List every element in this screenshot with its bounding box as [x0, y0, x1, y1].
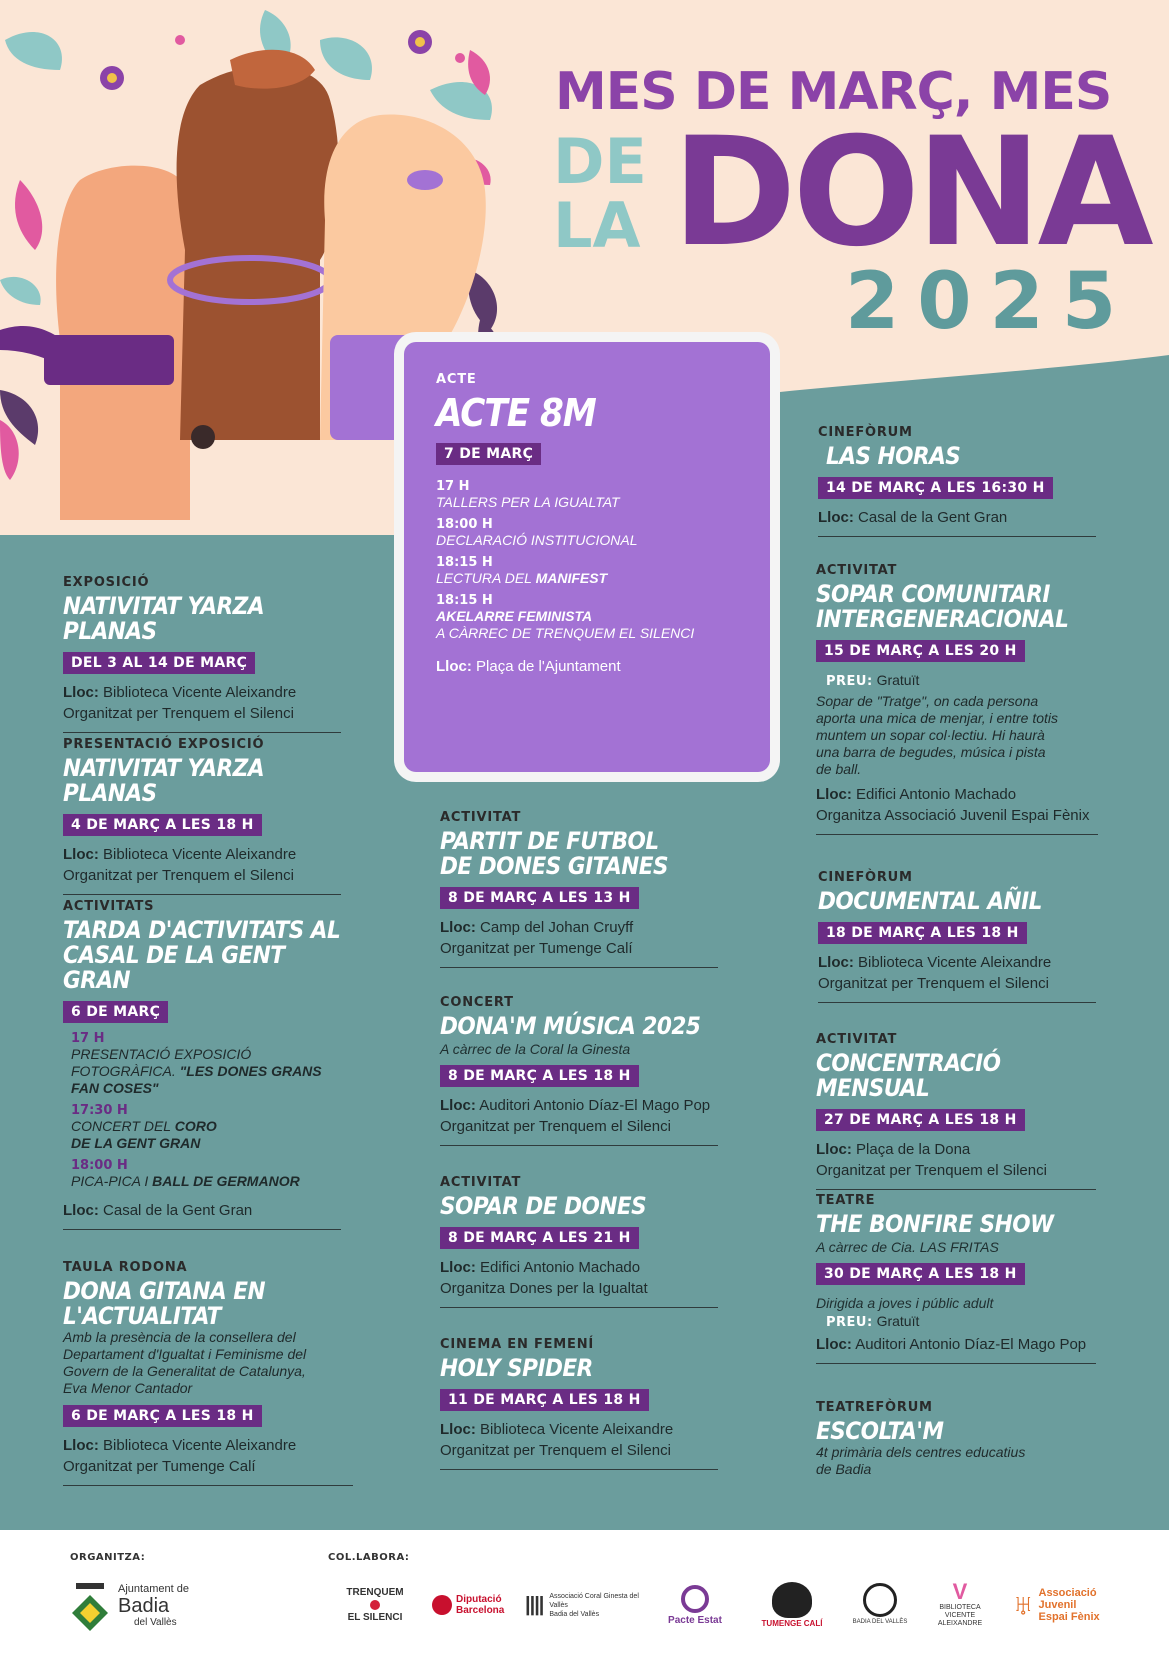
trenquem-logo: [340, 1580, 410, 1630]
lloc-value: Biblioteca Vicente Aleixandre: [103, 846, 297, 863]
acte-lloc-value: Plaça de l'Ajuntament: [476, 658, 621, 675]
event-desc: aporta una mica de menjar, i entre totis: [816, 710, 1059, 726]
pacte-line1: Pacte: [668, 1614, 695, 1626]
event-category: ACTIVITAT: [440, 810, 522, 825]
lloc-label: Lloc:: [440, 1097, 476, 1114]
separator: [440, 1469, 718, 1470]
lloc-value: Edifici Antonio Machado: [480, 1259, 641, 1276]
title-de: DE: [553, 125, 647, 198]
venus-symbol-icon: [863, 1583, 897, 1617]
event-price: [826, 672, 1098, 689]
lloc-label: Lloc:: [63, 1437, 99, 1454]
event-date: 8 DE MARÇ A LES 18 H: [440, 1065, 639, 1087]
event-subtitle: A càrrec de Cia. LAS FRITAS: [816, 1239, 999, 1255]
del-valles: del Vallès: [134, 1617, 177, 1628]
separator: [63, 1229, 341, 1230]
event-category: ACTIVITAT: [440, 1175, 522, 1190]
pacte-logo: [665, 1575, 725, 1635]
lloc-value: Biblioteca Vicente Aleixandre: [103, 1437, 297, 1454]
event-title: HOLY SPIDER: [440, 1354, 593, 1382]
acte-8m-card: [404, 342, 770, 772]
schedule-text: [71, 1118, 341, 1135]
fenix-logo: [1012, 1575, 1122, 1635]
biblio-v-icon: V: [952, 1579, 968, 1604]
event-title-1: SOPAR COMUNITARI: [816, 580, 1050, 608]
event-desc: una barra de begudes, música i pista: [816, 744, 1046, 760]
lloc-value: Casal de la Gent Gran: [103, 1202, 253, 1219]
coral-logo: [525, 1585, 645, 1625]
lloc-label: Lloc:: [440, 1421, 476, 1438]
event-mid-3: [440, 1337, 718, 1470]
event-title: DONA'M MÚSICA 2025: [440, 1012, 701, 1040]
schedule-text: [71, 1173, 341, 1190]
phoenix-icon: ♅: [1012, 1588, 1035, 1622]
lloc-label: Lloc:: [63, 684, 99, 701]
badia-name: Badia: [118, 1595, 170, 1617]
schedule-text-part: PICA-PICA I: [71, 1173, 153, 1189]
event-date: 6 DE MARÇ A LES 18 H: [63, 1405, 262, 1427]
event-organizer: Organitza Dones per la Igualtat: [440, 1280, 648, 1297]
separator: [818, 1002, 1096, 1003]
acte-text-4a: AKELARRE FEMINISTA: [436, 608, 593, 624]
event-date: 8 DE MARÇ A LES 13 H: [440, 887, 639, 909]
acte-text-2: DECLARACIÓ INSTITUCIONAL: [436, 532, 638, 548]
lloc-label: Lloc:: [818, 509, 854, 526]
event-desc: Departament d'Igualtat i Feminisme del: [63, 1346, 307, 1362]
biblio-line2: VICENTE: [944, 1612, 976, 1619]
event-title: ESCOLTA'M: [816, 1417, 944, 1445]
event-lloc: [818, 507, 1096, 528]
event-lloc: [440, 1095, 718, 1116]
event-date: 8 DE MARÇ A LES 21 H: [440, 1227, 639, 1249]
separator: [440, 1307, 718, 1308]
lloc-value: Biblioteca Vicente Aleixandre: [858, 954, 1052, 971]
schedule-text-part: CONCERT DEL: [71, 1118, 175, 1134]
title-la: LA: [553, 189, 641, 262]
schedule-text-bold: CORO: [174, 1118, 217, 1134]
event-right-2: [818, 870, 1096, 1003]
lloc-label: Lloc:: [440, 919, 476, 936]
schedule-time: 17 H: [71, 1031, 105, 1046]
lloc-value: Biblioteca Vicente Aleixandre: [103, 684, 297, 701]
event-desc: Govern de la Generalitat de Catalunya,: [63, 1363, 306, 1379]
event-lloc: [816, 784, 1098, 805]
lloc-label: Lloc:: [816, 786, 852, 803]
event-organizer: Organitzat per Trenquem el Silenci: [440, 1442, 671, 1459]
event-date: 15 DE MARÇ A LES 20 H: [816, 640, 1025, 662]
lloc-label: Lloc:: [816, 1141, 852, 1158]
lloc-value: Auditori Antonio Díaz-El Mago Pop: [479, 1097, 711, 1114]
price-value: Gratuït: [876, 672, 920, 688]
schedule: [71, 1031, 341, 1190]
acte-lloc: [436, 656, 756, 677]
pacte-line2: Estat: [697, 1614, 722, 1626]
event-lloc: [63, 844, 341, 865]
schedule-text-bold: DE LA GENT GRAN: [71, 1135, 201, 1151]
event-lloc: [63, 682, 341, 703]
pacte-circle-icon: [681, 1585, 709, 1613]
event-mid-1: [440, 995, 718, 1146]
acte-date: 7 DE MARÇ: [436, 443, 541, 465]
event-category: TEATRE: [816, 1193, 876, 1208]
event-right-4: [816, 1193, 1096, 1364]
lloc-label: Lloc:: [818, 954, 854, 971]
ajuntament-logo: [70, 1576, 200, 1636]
biblio-line1: BIBLIOTECA: [939, 1604, 981, 1611]
diputacio-line2: Barcelona: [456, 1605, 505, 1616]
event-organizer: Organitzat per Trenquem el Silenci: [818, 975, 1049, 992]
fenix-line1: Associació: [1038, 1587, 1097, 1599]
diputacio-text: [456, 1594, 504, 1616]
event-desc: de Badia: [816, 1461, 872, 1477]
schedule-text-part: FOTOGRÀFICA.: [71, 1063, 180, 1079]
separator: [816, 1189, 1096, 1190]
acte-time-4: 18:15 H: [436, 593, 493, 608]
dones-text: BADIA DEL VALLÈS: [852, 1618, 908, 1625]
separator: [816, 834, 1098, 835]
schedule-time: 17:30 H: [71, 1103, 128, 1118]
separator: [63, 1485, 353, 1486]
event-lloc: [63, 1200, 341, 1221]
tumenge-face-icon: [772, 1582, 812, 1618]
event-category: CINEMA EN FEMENÍ: [440, 1337, 595, 1352]
acte-text-4: [436, 608, 756, 625]
event-left-3: [63, 1260, 353, 1486]
acte-text-3a: LECTURA DEL: [436, 570, 536, 586]
price-label: PREU:: [826, 674, 873, 689]
title-dona: DONA: [672, 106, 1150, 280]
price-value: Gratuït: [876, 1313, 920, 1329]
acte-time-1: 17 H: [436, 479, 470, 494]
event-title: CONCENTRACIÓ MENSUAL: [816, 1049, 1001, 1102]
event-title: LAS HORAS: [826, 442, 961, 470]
event-organizer: Organitzat per Tumenge Calí: [440, 940, 633, 957]
event-category: CINEFÒRUM: [818, 425, 913, 440]
event-category: TAULA RODONA: [63, 1260, 188, 1275]
event-title-1: PARTIT DE FUTBOL: [440, 827, 659, 855]
event-category: TEATREFÒRUM: [816, 1400, 933, 1415]
acte-lloc-label: Lloc:: [436, 658, 472, 675]
event-title-2: CASAL DE LA GENT GRAN: [63, 941, 285, 994]
price-label: PREU:: [826, 1315, 873, 1330]
acte-title: ACTE 8M: [436, 391, 596, 435]
tumenge-logo: [752, 1575, 832, 1635]
fenix-text: [1039, 1587, 1100, 1623]
event-desc: Sopar de "Tratge", on cada persona: [816, 693, 1039, 709]
fenix-line3: Espai Fènix: [1038, 1611, 1100, 1623]
event-date: 14 DE MARÇ A LES 16:30 H: [818, 477, 1053, 499]
event-organizer: Organitzat per Tumenge Calí: [63, 1458, 256, 1475]
event-date: 11 DE MARÇ A LES 18 H: [440, 1389, 649, 1411]
biblioteca-logo: [925, 1572, 995, 1636]
acte-text-3b: MANIFEST: [535, 570, 608, 586]
separator: [63, 732, 341, 733]
event-title: NATIVITAT YARZA PLANAS: [63, 592, 265, 645]
lloc-label: Lloc:: [440, 1259, 476, 1276]
event-title-2: INTERGENERACIONAL: [816, 605, 1069, 633]
event-organizer: Organitzat per Trenquem el Silenci: [440, 1118, 671, 1135]
event-desc: Eva Menor Cantador: [63, 1380, 193, 1396]
event-lloc: [440, 1419, 718, 1440]
schedule-text: PRESENTACIÓ EXPOSICIÓ: [71, 1046, 252, 1062]
pacte-text: [668, 1615, 722, 1626]
event-organizer: Organitzat per Trenquem el Silenci: [816, 1162, 1047, 1179]
event-left-2: [63, 899, 341, 1230]
separator: [440, 967, 718, 968]
event-title: NATIVITAT YARZA PLANAS: [63, 754, 265, 807]
coral-line1: Associació Coral Ginesta del Vallès: [549, 1592, 639, 1609]
ajuntament-de: Ajuntament de: [118, 1583, 189, 1595]
event-desc: 4t primària dels centres educatius: [816, 1444, 1026, 1460]
trenquem-dot-icon: [370, 1600, 380, 1610]
lloc-value: Biblioteca Vicente Aleixandre: [480, 1421, 674, 1438]
separator: [816, 1363, 1096, 1364]
diputacio-logo: [432, 1585, 512, 1625]
acte-text-4b: A CÀRREC DE TRENQUEM EL SILENCI: [436, 625, 695, 641]
event-date: 30 DE MARÇ A LES 18 H: [816, 1263, 1025, 1285]
acte-time-2: 18:00 H: [436, 517, 493, 532]
event-mid-2: [440, 1175, 718, 1308]
trenquem-line2: EL SILENCI: [347, 1612, 403, 1623]
dones-logo: [850, 1575, 910, 1635]
event-price: [826, 1313, 1096, 1330]
diputacio-line1: Diputació: [456, 1594, 502, 1605]
acte-category: ACTE: [436, 372, 477, 387]
biblio-line3: ALEIXANDRE: [937, 1620, 983, 1627]
event-left-1: [63, 737, 341, 895]
event-desc: muntem un sopar col·lectiu. Hi haurà: [816, 727, 1045, 743]
event-category: CONCERT: [440, 995, 514, 1010]
event-date: 27 DE MARÇ A LES 18 H: [816, 1109, 1025, 1131]
event-title-2: DE DONES GITANES: [440, 852, 669, 880]
footer: [0, 1530, 1169, 1653]
event-organizer: Organitzat per Trenquem el Silenci: [63, 705, 294, 722]
schedule-text: [71, 1135, 341, 1152]
event-title: SOPAR DE DONES: [440, 1192, 647, 1220]
event-lloc: [818, 952, 1096, 973]
event-lloc: [816, 1334, 1096, 1355]
diputacio-emblem-icon: [432, 1595, 452, 1615]
event-desc: de ball.: [816, 761, 862, 777]
tumenge-text: TUMENGE CALÍ: [761, 1618, 823, 1628]
event-organizer: Organitza Associació Juvenil Espai Fènix: [816, 807, 1090, 824]
lloc-label: Lloc:: [63, 846, 99, 863]
coral-text: [549, 1592, 645, 1619]
lloc-label: Lloc:: [816, 1336, 852, 1353]
badia-shield-icon: [70, 1581, 110, 1631]
trenquem-line1: TRENQUEM: [346, 1587, 404, 1598]
event-date: 18 DE MARÇ A LES 18 H: [818, 922, 1027, 944]
title-year: 2025: [845, 257, 1135, 347]
lloc-value: Auditori Antonio Díaz-El Mago Pop: [855, 1336, 1087, 1353]
separator: [818, 536, 1096, 537]
lloc-value: Plaça de la Dona: [856, 1141, 971, 1158]
schedule-text: [71, 1063, 341, 1080]
lloc-value: Camp del Johan Cruyff: [480, 919, 634, 936]
event-left-0: [63, 575, 341, 733]
colabora-label: COL.LABORA:: [328, 1552, 410, 1563]
event-title: DOCUMENTAL AÑIL: [818, 887, 1042, 915]
lloc-value: Casal de la Gent Gran: [858, 509, 1008, 526]
event-category: CINEFÒRUM: [818, 870, 913, 885]
event-title: THE BONFIRE SHOW: [816, 1210, 1054, 1238]
acte-text-1: TALLERS PER LA IGUALTAT: [436, 494, 620, 510]
acte-time-3: 18:15 H: [436, 555, 493, 570]
organitza-label: ORGANITZA:: [70, 1552, 146, 1563]
event-desc: Amb la presència de la consellera del: [63, 1329, 296, 1345]
event-date: 6 DE MARÇ: [63, 1001, 168, 1023]
separator: [63, 894, 341, 895]
event-subtitle: A càrrec de la Coral la Ginesta: [440, 1041, 631, 1057]
lloc-value: Edifici Antonio Machado: [856, 786, 1017, 803]
event-title: DONA GITANA EN L'ACTUALITAT: [63, 1277, 266, 1330]
ajuntament-text: [118, 1584, 189, 1628]
schedule-text-bold: FAN COSES": [71, 1080, 159, 1096]
coral-line2: Badia del Vallès: [549, 1610, 600, 1618]
event-subtitle-2: Dirigida a joves i públic adult: [816, 1295, 994, 1311]
event-title-1: TARDA D'ACTIVITATS AL: [63, 916, 341, 944]
event-category: ACTIVITAT: [816, 1032, 898, 1047]
event-right-0: [818, 425, 1096, 537]
acte-text-3: [436, 570, 756, 587]
event-date: 4 DE MARÇ A LES 18 H: [63, 814, 262, 836]
event-category: EXPOSICIÓ: [63, 575, 150, 590]
fenix-line2: Juvenil: [1038, 1599, 1077, 1611]
event-category: PRESENTACIÓ EXPOSICIÓ: [63, 737, 265, 752]
event-lloc: [440, 1257, 718, 1278]
event-lloc: [63, 1435, 353, 1456]
separator: [440, 1145, 718, 1146]
event-category: ACTIVITAT: [816, 563, 898, 578]
event-right-5: [816, 1400, 1096, 1478]
schedule-time: 18:00 H: [71, 1158, 128, 1173]
coral-bars-icon: ||||: [525, 1593, 544, 1616]
event-category: ACTIVITATS: [63, 899, 155, 914]
schedule-text-bold: "LES DONES GRANS: [179, 1063, 322, 1079]
event-lloc: [816, 1139, 1096, 1160]
event-right-1: [816, 563, 1098, 835]
schedule-text: [71, 1080, 341, 1097]
lloc-label: Lloc:: [63, 1202, 99, 1219]
event-date: DEL 3 AL 14 DE MARÇ: [63, 652, 255, 674]
event-organizer: Organitzat per Trenquem el Silenci: [63, 867, 294, 884]
event-right-3: [816, 1032, 1096, 1190]
schedule-text-bold: BALL DE GERMANOR: [152, 1173, 300, 1189]
event-mid-0: [440, 810, 718, 968]
event-lloc: [440, 917, 718, 938]
title-line1: MES DE MARÇ, MES: [555, 62, 1112, 122]
